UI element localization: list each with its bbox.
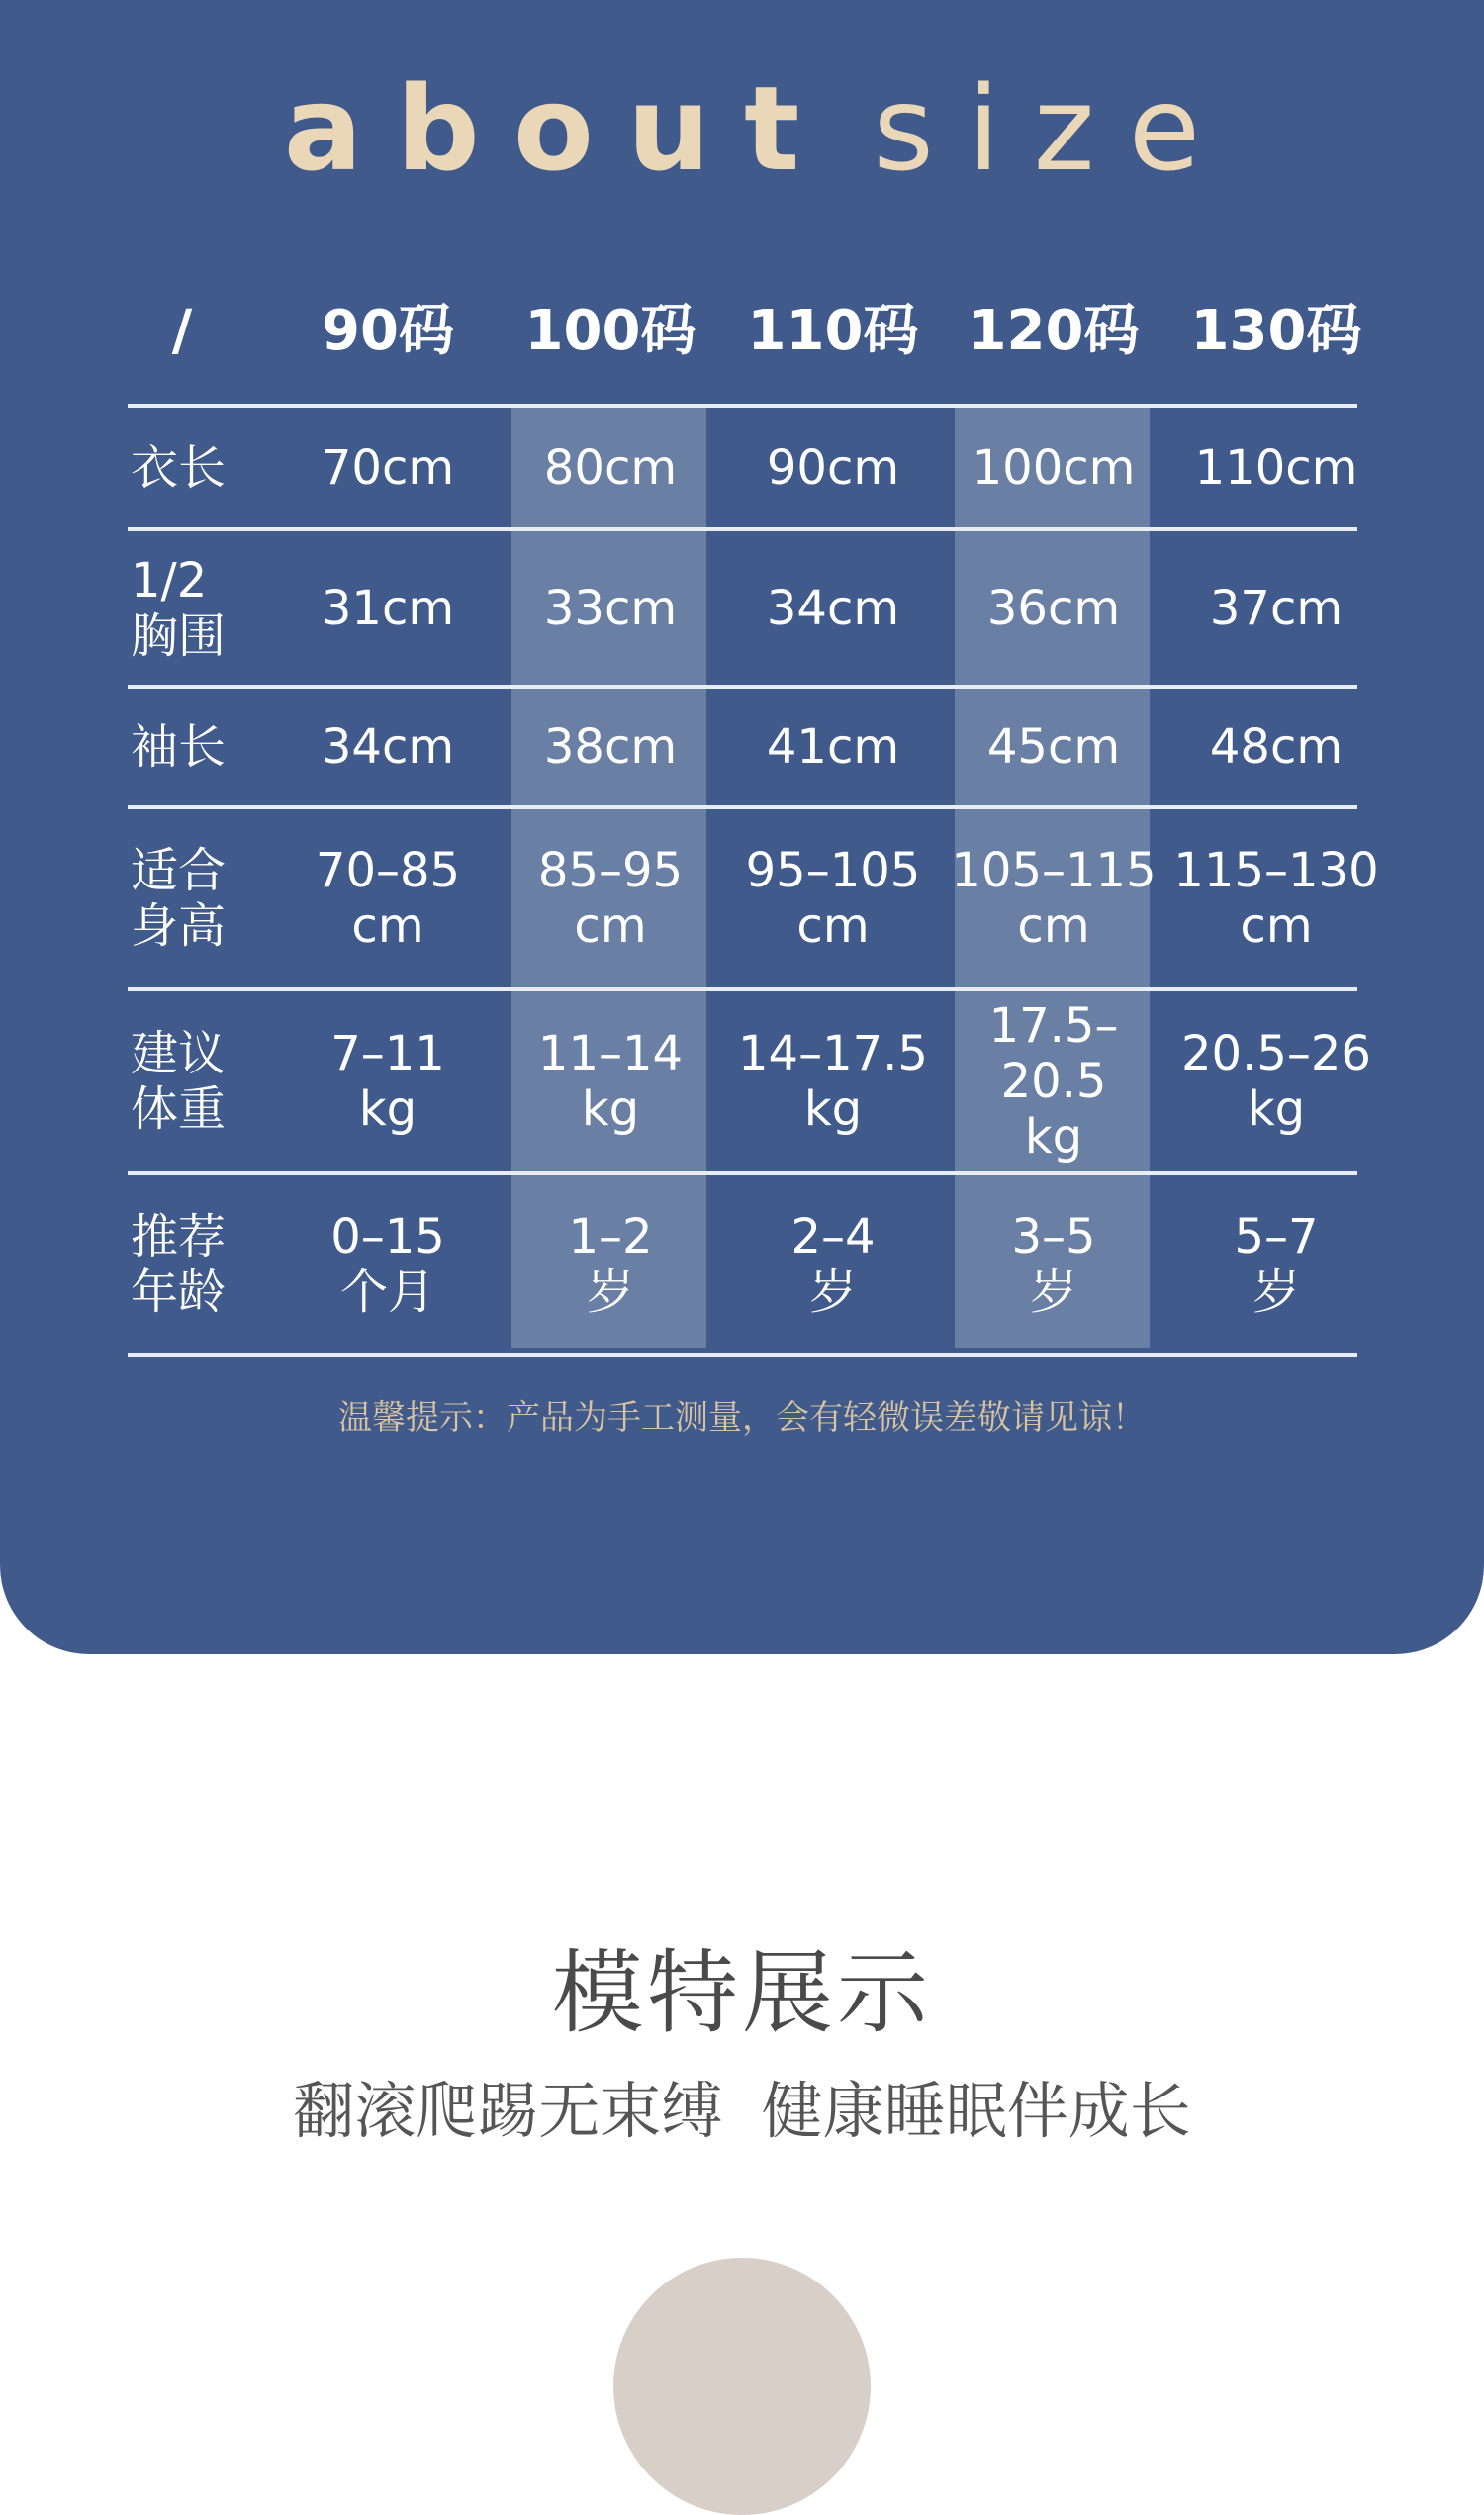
table-cell — [719, 408, 947, 527]
text-line: 33cm — [543, 580, 678, 636]
table-cell — [940, 991, 1167, 1171]
text-line: cm — [1240, 898, 1313, 954]
row-divider — [128, 1353, 1357, 1357]
text-line: 48cm — [1209, 719, 1344, 775]
text-line: 体重 — [131, 1081, 227, 1137]
table-cell — [1162, 689, 1390, 805]
table-cell — [274, 531, 502, 685]
model-photo — [613, 2258, 871, 2515]
table-cell — [1162, 809, 1390, 987]
text-line: cm — [351, 898, 424, 954]
text-line: 建议 — [131, 1026, 227, 1081]
text-line: 11–14 — [537, 1026, 684, 1081]
text-line: 3–5 — [1011, 1209, 1096, 1264]
model-section-title: 模特展示 — [551, 1940, 932, 2046]
text-line: 14–17.5 — [738, 1026, 928, 1081]
text-line: 岁 — [1252, 1264, 1300, 1320]
text-line: cm — [796, 898, 870, 954]
row-label — [131, 689, 249, 805]
table-cell — [274, 689, 502, 805]
text-line: kg — [1024, 1109, 1083, 1164]
text-line: 衣长 — [131, 439, 227, 496]
table-cell — [274, 809, 502, 987]
text-line: 36cm — [986, 580, 1121, 636]
table-cell — [274, 408, 502, 527]
table-cell — [1162, 408, 1390, 527]
table-cell — [940, 689, 1167, 805]
text-line: 1/2 — [131, 552, 208, 608]
text-line: kg — [1247, 1081, 1306, 1137]
text-line: 0–15 — [330, 1209, 445, 1264]
row-label — [131, 1175, 249, 1353]
text-line: 适合 — [131, 843, 227, 898]
text-line: 5–7 — [1234, 1209, 1319, 1264]
text-line: kg — [581, 1081, 640, 1137]
table-cell — [719, 531, 947, 685]
text-line: 85–95 — [537, 843, 684, 898]
row-label — [131, 531, 249, 685]
text-line: 38cm — [543, 719, 678, 775]
text-line: 1–2 — [568, 1209, 653, 1264]
table-cell — [719, 809, 947, 987]
text-line: 胸围 — [131, 607, 227, 664]
table-cell — [497, 809, 724, 987]
table-cell — [719, 1175, 947, 1353]
text-line: 7–11 — [330, 1026, 445, 1081]
table-cell — [274, 991, 502, 1171]
section-title — [0, 49, 1484, 208]
column-header: 120码 — [968, 299, 1140, 363]
table-cell — [497, 991, 724, 1171]
text-line: 70–85 — [315, 843, 461, 898]
text-line: 100cm — [972, 439, 1136, 496]
table-cell — [719, 689, 947, 805]
table-cell — [497, 689, 724, 805]
table-cell — [497, 408, 724, 527]
text-line: 34cm — [766, 580, 900, 636]
title-about: about — [283, 60, 834, 197]
text-line: 个月 — [339, 1264, 435, 1320]
text-line: 17.5–20.5 — [988, 998, 1119, 1109]
text-line: 31cm — [321, 580, 455, 636]
table-cell — [497, 1175, 724, 1353]
text-line: 袖长 — [131, 719, 227, 775]
text-line: 95–105 — [745, 843, 921, 898]
row-label — [131, 809, 249, 987]
text-line: 41cm — [766, 719, 900, 775]
text-line: cm — [574, 898, 647, 954]
text-line: kg — [803, 1081, 863, 1137]
text-line: 岁 — [586, 1264, 634, 1320]
table-cell — [497, 531, 724, 685]
text-line: 70cm — [321, 439, 455, 496]
text-line: 115–130 — [1173, 843, 1379, 898]
row-label — [131, 408, 249, 527]
text-line: 37cm — [1209, 580, 1344, 636]
table-cell — [1162, 531, 1390, 685]
measurement-note: 温馨提示：产品为手工测量，会有轻微误差敬请见谅！ — [338, 1398, 1146, 1438]
table-cell — [274, 1175, 502, 1353]
table-cell — [940, 1175, 1167, 1353]
table-cell — [940, 531, 1167, 685]
text-line: 2–4 — [790, 1209, 876, 1264]
row-label — [131, 991, 249, 1171]
text-line: 80cm — [543, 439, 678, 496]
column-header: 100码 — [524, 299, 696, 363]
text-line: kg — [358, 1081, 417, 1137]
table-cell — [940, 408, 1167, 527]
column-header: 110码 — [747, 299, 919, 363]
text-line: 105–115 — [951, 843, 1157, 898]
text-line: 110cm — [1194, 439, 1358, 496]
column-header: 90码 — [322, 299, 454, 363]
column-header: 130码 — [1190, 299, 1362, 363]
table-cell — [719, 991, 947, 1171]
text-line: 34cm — [321, 719, 455, 775]
text-line: cm — [1017, 898, 1090, 954]
text-line: 90cm — [766, 439, 900, 496]
text-line: 岁 — [808, 1264, 857, 1320]
header-corner: / — [171, 299, 193, 363]
model-section-subtitle: 翻滚爬踢无束缚 健康睡眠伴成长 — [293, 2075, 1191, 2147]
table-cell — [940, 809, 1167, 987]
text-line: 身高 — [131, 898, 227, 954]
title-size: size — [873, 60, 1235, 197]
table-cell — [1162, 1175, 1390, 1353]
text-line: 45cm — [986, 719, 1121, 775]
text-line: 岁 — [1029, 1264, 1077, 1320]
table-cell — [1162, 991, 1390, 1171]
text-line: 推荐 — [131, 1209, 227, 1264]
text-line: 20.5–26 — [1181, 1026, 1371, 1081]
text-line: 年龄 — [131, 1264, 227, 1320]
